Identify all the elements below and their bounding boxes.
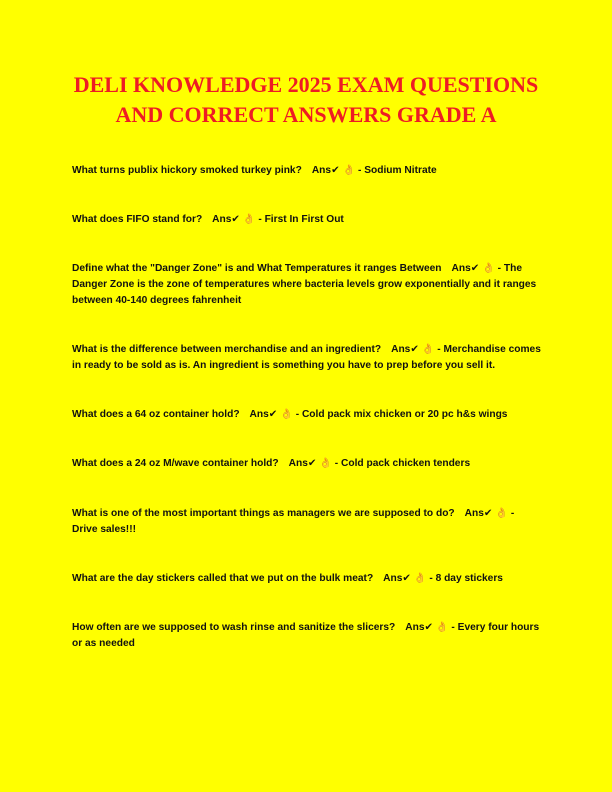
qa-item xyxy=(72,342,542,374)
answer-text: - The Danger Zone is the zone of temperatures where bacteria levels grow exponentially and it ranges between 40-140 degrees fahrenheit xyxy=(72,263,537,306)
check-icon: ✔ xyxy=(268,409,278,420)
answer-text: - Cold pack mix chicken or 20 pc h&s wings xyxy=(295,409,508,420)
ok-hand-icon: 👌 xyxy=(342,165,356,176)
qa-item xyxy=(72,620,542,652)
question-text: How often are we supposed to wash rinse and sanitize the slicers? xyxy=(72,622,396,633)
ans-label: Ans xyxy=(451,263,471,274)
check-icon: ✔ xyxy=(307,458,317,469)
qa-item xyxy=(72,571,542,587)
ok-hand-icon: 👌 xyxy=(435,622,449,633)
qa-item xyxy=(72,407,542,423)
check-icon: ✔ xyxy=(470,263,480,274)
ok-hand-icon: 👌 xyxy=(421,344,435,355)
ans-label: Ans xyxy=(391,344,411,355)
question-text: What does a 24 oz M/wave container hold? xyxy=(72,458,279,469)
question-text: What are the day stickers called that we put on the bulk meat? xyxy=(72,573,374,584)
title-line-2: AND CORRECT ANSWERS GRADE A xyxy=(115,102,497,127)
document-title xyxy=(40,70,572,130)
qa-item xyxy=(72,261,542,309)
ans-label: Ans xyxy=(464,508,484,519)
ans-label: Ans xyxy=(288,458,308,469)
ok-hand-icon: 👌 xyxy=(319,458,332,469)
answer-text: - Every four hours or as needed xyxy=(72,622,540,649)
qa-item xyxy=(72,506,542,538)
qa-item xyxy=(72,212,542,228)
ans-label: Ans xyxy=(383,573,403,584)
ans-label: Ans xyxy=(212,214,232,225)
check-icon: ✔ xyxy=(424,622,434,633)
answer-text: - Merchandise comes in ready to be sold as is. An ingredient is something you have to prep before you sell it. xyxy=(72,344,541,371)
question-text: Define what the "Danger Zone" is and What Temperatures it ranges Between xyxy=(72,263,442,274)
qa-item xyxy=(72,456,542,472)
qa-item xyxy=(72,163,542,179)
answer-text: - Sodium Nitrate xyxy=(358,165,437,176)
ok-hand-icon: 👌 xyxy=(280,409,293,420)
ok-hand-icon: 👌 xyxy=(482,263,495,274)
question-text: What does FIFO stand for? xyxy=(72,214,203,225)
check-icon: ✔ xyxy=(402,573,411,584)
question-text: What does a 64 oz container hold? xyxy=(72,409,240,420)
question-text: What is one of the most important things as managers we are supposed to do? xyxy=(72,508,455,519)
answer-text: - 8 day stickers xyxy=(429,573,503,584)
check-icon: ✔ xyxy=(331,165,340,176)
question-text: What is the difference between merchandise and an ingredient? xyxy=(72,344,382,355)
ok-hand-icon: 👌 xyxy=(495,508,508,519)
check-icon: ✔ xyxy=(483,508,493,519)
ans-label: Ans xyxy=(405,622,425,633)
answer-text: - Drive sales!!! xyxy=(72,508,515,535)
question-text: What turns publix hickory smoked turkey pink? xyxy=(72,165,302,176)
check-icon: ✔ xyxy=(231,214,240,225)
answer-text: - Cold pack chicken tenders xyxy=(334,458,471,469)
ok-hand-icon: 👌 xyxy=(242,214,256,225)
answer-text: - First In First Out xyxy=(258,214,344,225)
ans-label: Ans xyxy=(249,409,269,420)
check-icon: ✔ xyxy=(410,344,419,355)
ok-hand-icon: 👌 xyxy=(413,573,427,584)
ans-label: Ans xyxy=(311,165,332,176)
title-line-1: DELI KNOWLEDGE 2025 EXAM QUESTIONS xyxy=(73,72,539,97)
